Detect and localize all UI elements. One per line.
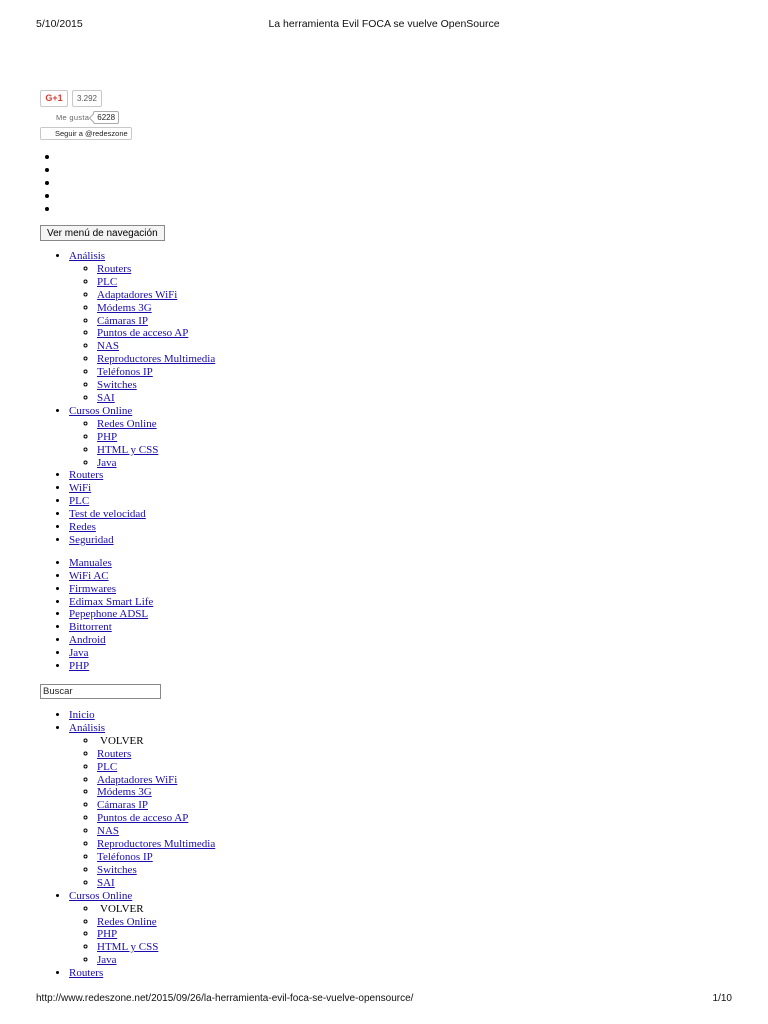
menu-item-routers — [69, 967, 740, 980]
submenu-item — [97, 276, 740, 289]
menu-item-analisis — [69, 250, 740, 405]
menu-link[interactable]: Routers — [69, 967, 104, 980]
list-item — [59, 176, 740, 189]
submenu-item — [97, 289, 740, 302]
menu-link[interactable]: Cursos Online — [69, 404, 133, 417]
menu-item-cursos-online — [69, 405, 740, 470]
list-item — [59, 150, 740, 163]
menu-link[interactable]: Firmwares — [69, 582, 117, 595]
menu-item-wifi — [69, 482, 740, 495]
submenu-item — [97, 928, 740, 941]
submenu-link[interactable]: SAI — [97, 391, 115, 404]
search-input[interactable]: Buscar — [40, 684, 161, 699]
menu-link[interactable]: Pepephone ADSL — [69, 608, 149, 621]
twitter-follow-button[interactable]: Seguir a @redeszone — [40, 127, 132, 140]
submenu-item — [97, 457, 740, 470]
page-content — [40, 89, 740, 980]
submenu-link[interactable]: SAI — [97, 876, 115, 889]
submenu-item — [97, 864, 740, 877]
menu-link[interactable]: Test de velocidad — [69, 508, 146, 521]
menu-item-plc — [69, 495, 740, 508]
menu-link[interactable]: Android — [69, 634, 106, 647]
submenu-item — [97, 786, 740, 799]
submenu-link[interactable]: Puntos de acceso AP — [97, 812, 189, 825]
submenu-link[interactable]: Módems 3G — [97, 301, 152, 314]
gplus-button[interactable]: G+1 — [40, 90, 68, 107]
menu-link[interactable]: Seguridad — [69, 533, 114, 546]
menu-item — [69, 596, 740, 609]
menu-link[interactable]: Java — [69, 647, 89, 660]
submenu-item — [97, 353, 740, 366]
submenu-link[interactable]: PLC — [97, 275, 118, 288]
menu-item — [69, 583, 740, 596]
print-page-title: La herramienta Evil FOCA se vuelve OpenSource — [268, 18, 500, 30]
menu-link[interactable]: Edimax Smart Life — [69, 595, 154, 608]
menu-link[interactable]: Análisis — [69, 250, 106, 262]
volver-link[interactable]: VOLVER — [100, 902, 144, 915]
menu-item — [69, 570, 740, 583]
submenu-link[interactable]: Java — [97, 954, 117, 967]
submenu-link[interactable]: Adaptadores WiFi — [97, 288, 178, 301]
menu-link[interactable]: PLC — [69, 495, 90, 508]
mobile-menu — [40, 709, 740, 980]
menu-item-analisis — [69, 722, 740, 890]
submenu — [69, 735, 740, 890]
submenu-item — [97, 366, 740, 379]
submenu-item — [97, 418, 740, 431]
menu-item — [69, 647, 740, 660]
submenu-item — [97, 431, 740, 444]
submenu-link[interactable]: Java — [97, 456, 117, 469]
facebook-like-row — [56, 110, 740, 124]
submenu-item — [97, 379, 740, 392]
submenu-link[interactable]: Routers — [97, 747, 132, 760]
menu-item-redes — [69, 521, 740, 534]
submenu — [69, 903, 740, 968]
menu-item-seguridad — [69, 534, 740, 547]
submenu-link[interactable]: Switches — [97, 863, 137, 876]
submenu-item — [97, 761, 740, 774]
list-item — [59, 163, 740, 176]
submenu-link[interactable]: Módems 3G — [97, 786, 152, 799]
submenu-item-volver — [97, 735, 740, 748]
submenu-item — [97, 941, 740, 954]
menu-link[interactable]: Cursos Online — [69, 889, 133, 902]
menu-item-cursos-online — [69, 890, 740, 967]
submenu-link[interactable]: HTML y CSS — [97, 443, 159, 456]
volver-link[interactable]: VOLVER — [100, 734, 144, 747]
menu-item-inicio — [69, 709, 740, 722]
submenu-link[interactable]: PHP — [97, 928, 118, 941]
menu-link[interactable]: Routers — [69, 469, 104, 482]
submenu-link[interactable]: Redes Online — [97, 417, 157, 430]
print-url: http://www.redeszone.net/2015/09/26/la-herramienta-evil-foca-se-vuelve-opensource/ — [36, 993, 414, 1004]
menu-item — [69, 634, 740, 647]
submenu-link[interactable]: NAS — [97, 340, 120, 353]
submenu-link[interactable]: Puntos de acceso AP — [97, 327, 189, 340]
submenu-link[interactable]: HTML y CSS — [97, 941, 159, 954]
submenu-link[interactable]: Routers — [97, 262, 132, 275]
nav-menu-button[interactable]: Ver menú de navegación — [40, 225, 165, 241]
submenu-item — [97, 327, 740, 340]
submenu-item — [97, 825, 740, 838]
secondary-menu — [40, 557, 740, 673]
facebook-like-button[interactable]: Me gusta — [56, 112, 90, 122]
print-page-number: 1/10 — [712, 993, 732, 1004]
submenu-link[interactable]: Teléfonos IP — [97, 850, 153, 863]
submenu-link[interactable]: NAS — [97, 825, 120, 838]
menu-link[interactable]: Inicio — [69, 709, 95, 721]
submenu-link[interactable]: PHP — [97, 430, 118, 443]
submenu-item — [97, 263, 740, 276]
submenu-item — [97, 774, 740, 787]
submenu-link[interactable]: Cámaras IP — [97, 314, 149, 327]
menu-link[interactable]: Manuales — [69, 556, 112, 569]
submenu-item — [97, 748, 740, 761]
submenu-link[interactable]: Redes Online — [97, 915, 157, 928]
submenu-link[interactable]: Teléfonos IP — [97, 366, 153, 379]
social-buttons — [40, 89, 740, 140]
menu-item — [69, 621, 740, 634]
menu-item — [69, 608, 740, 621]
submenu-item-volver — [97, 903, 740, 916]
menu-link[interactable]: Bittorrent — [69, 621, 112, 634]
menu-link[interactable]: WiFi AC — [69, 569, 109, 582]
submenu — [69, 263, 740, 405]
submenu-item — [97, 877, 740, 890]
menu-link[interactable]: PHP — [69, 660, 90, 673]
print-header — [36, 18, 732, 32]
submenu-link[interactable]: Cámaras IP — [97, 799, 149, 812]
main-menu — [40, 250, 740, 547]
submenu-item — [97, 392, 740, 405]
menu-item — [69, 557, 740, 570]
facebook-like-count: 6228 — [93, 111, 119, 124]
submenu-item — [97, 315, 740, 328]
menu-item — [69, 660, 740, 673]
list-item — [59, 189, 740, 202]
submenu — [69, 418, 740, 470]
submenu-link[interactable]: Reproductores Multimedia — [97, 353, 216, 366]
print-footer — [36, 993, 732, 1007]
submenu-item — [97, 851, 740, 864]
print-date: 5/10/2015 — [36, 18, 83, 30]
menu-link[interactable]: Análisis — [69, 721, 106, 734]
submenu-item — [97, 916, 740, 929]
submenu-link[interactable]: Reproductores Multimedia — [97, 838, 216, 851]
gplus-row — [40, 89, 740, 107]
submenu-item — [97, 302, 740, 315]
menu-link[interactable]: WiFi — [69, 482, 92, 495]
submenu-item — [97, 954, 740, 967]
submenu-link[interactable]: Adaptadores WiFi — [97, 773, 178, 786]
submenu-link[interactable]: Switches — [97, 379, 137, 392]
gplus-count: 3.292 — [72, 90, 102, 107]
submenu-item — [97, 838, 740, 851]
menu-item-routers — [69, 469, 740, 482]
menu-item-test-velocidad — [69, 508, 740, 521]
menu-link[interactable]: Redes — [69, 521, 96, 534]
list-item — [59, 202, 740, 215]
submenu-item — [97, 444, 740, 457]
submenu-item — [97, 812, 740, 825]
submenu-link[interactable]: PLC — [97, 760, 118, 773]
submenu-item — [97, 799, 740, 812]
empty-bullet-list — [40, 150, 740, 215]
submenu-item — [97, 340, 740, 353]
